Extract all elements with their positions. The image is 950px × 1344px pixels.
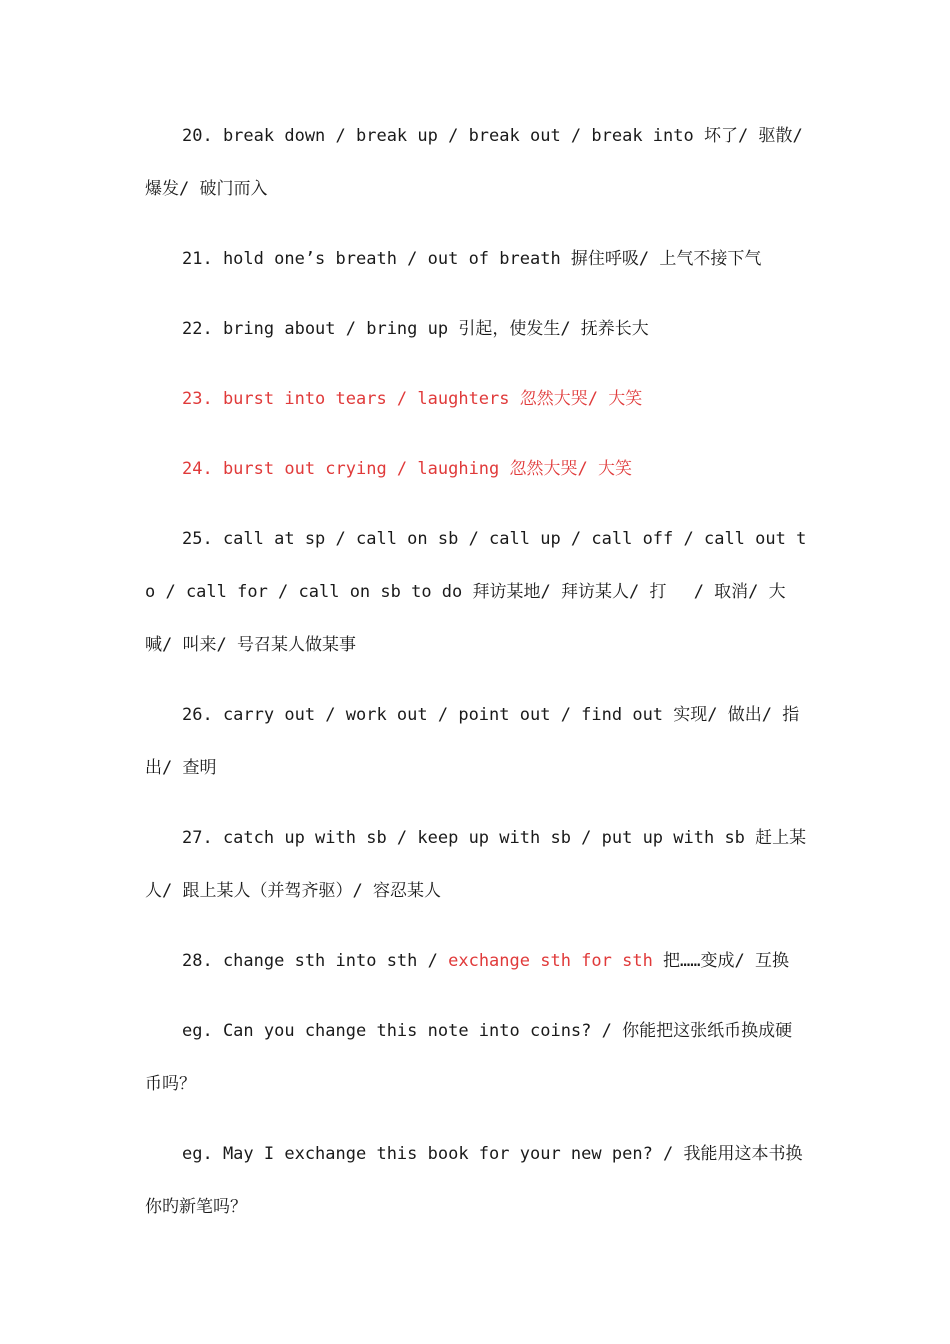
phrase-28-highlight: exchange sth for sth [448, 951, 653, 971]
phrase-item-25: 25. call at sp / call on sb / call up / call off / call out to / call for / call on sb to do 拜访某地/ 拜访某人/ 打 / 取消/ 大喊/ 叫来/ 号召某人做某事 [145, 529, 807, 655]
phrase-item-26: 26. carry out / work out / point out / find out 实现/ 做出/ 指出/ 查明 [145, 705, 800, 778]
phrase-item-24: 24. burst out crying / laughing 忽然大哭/ 大笑 [182, 459, 632, 479]
phrase-28-part-c: 把……变成/ 互换 [652, 951, 789, 971]
phrase-item-23: 23. burst into tears / laughters 忽然大哭/ 大笑 [182, 389, 643, 409]
phrase-list [145, 110, 807, 1234]
example-sentence-2: eg. May I exchange this book for your new pen? / 我能用这本书换你旳新笔吗？ [145, 1144, 803, 1217]
phrase-item-28 [145, 935, 807, 988]
phrase-item-27: 27. catch up with sb / keep up with sb / put up with sb 赶上某人/ 跟上某人（并驾齐驱）/ 容忍某人 [145, 828, 807, 901]
phrase-item-22: 22. bring about / bring up 引起，使发生/ 抚养长大 [182, 319, 649, 339]
phrase-item-21: 21. hold one’s breath / out of breath 摒住呼吸/ 上气不接下气 [182, 249, 762, 269]
phrase-item-20: 20. break down / break up / break out / break into 坏了/ 驱散/ 爆发/ 破门而入 [145, 126, 803, 199]
phrase-28-part-a: 28. change sth into sth / [182, 951, 449, 971]
example-sentence-1: eg. Can you change this note into coins? / 你能把这张纸币换成硬币吗？ [145, 1021, 793, 1094]
